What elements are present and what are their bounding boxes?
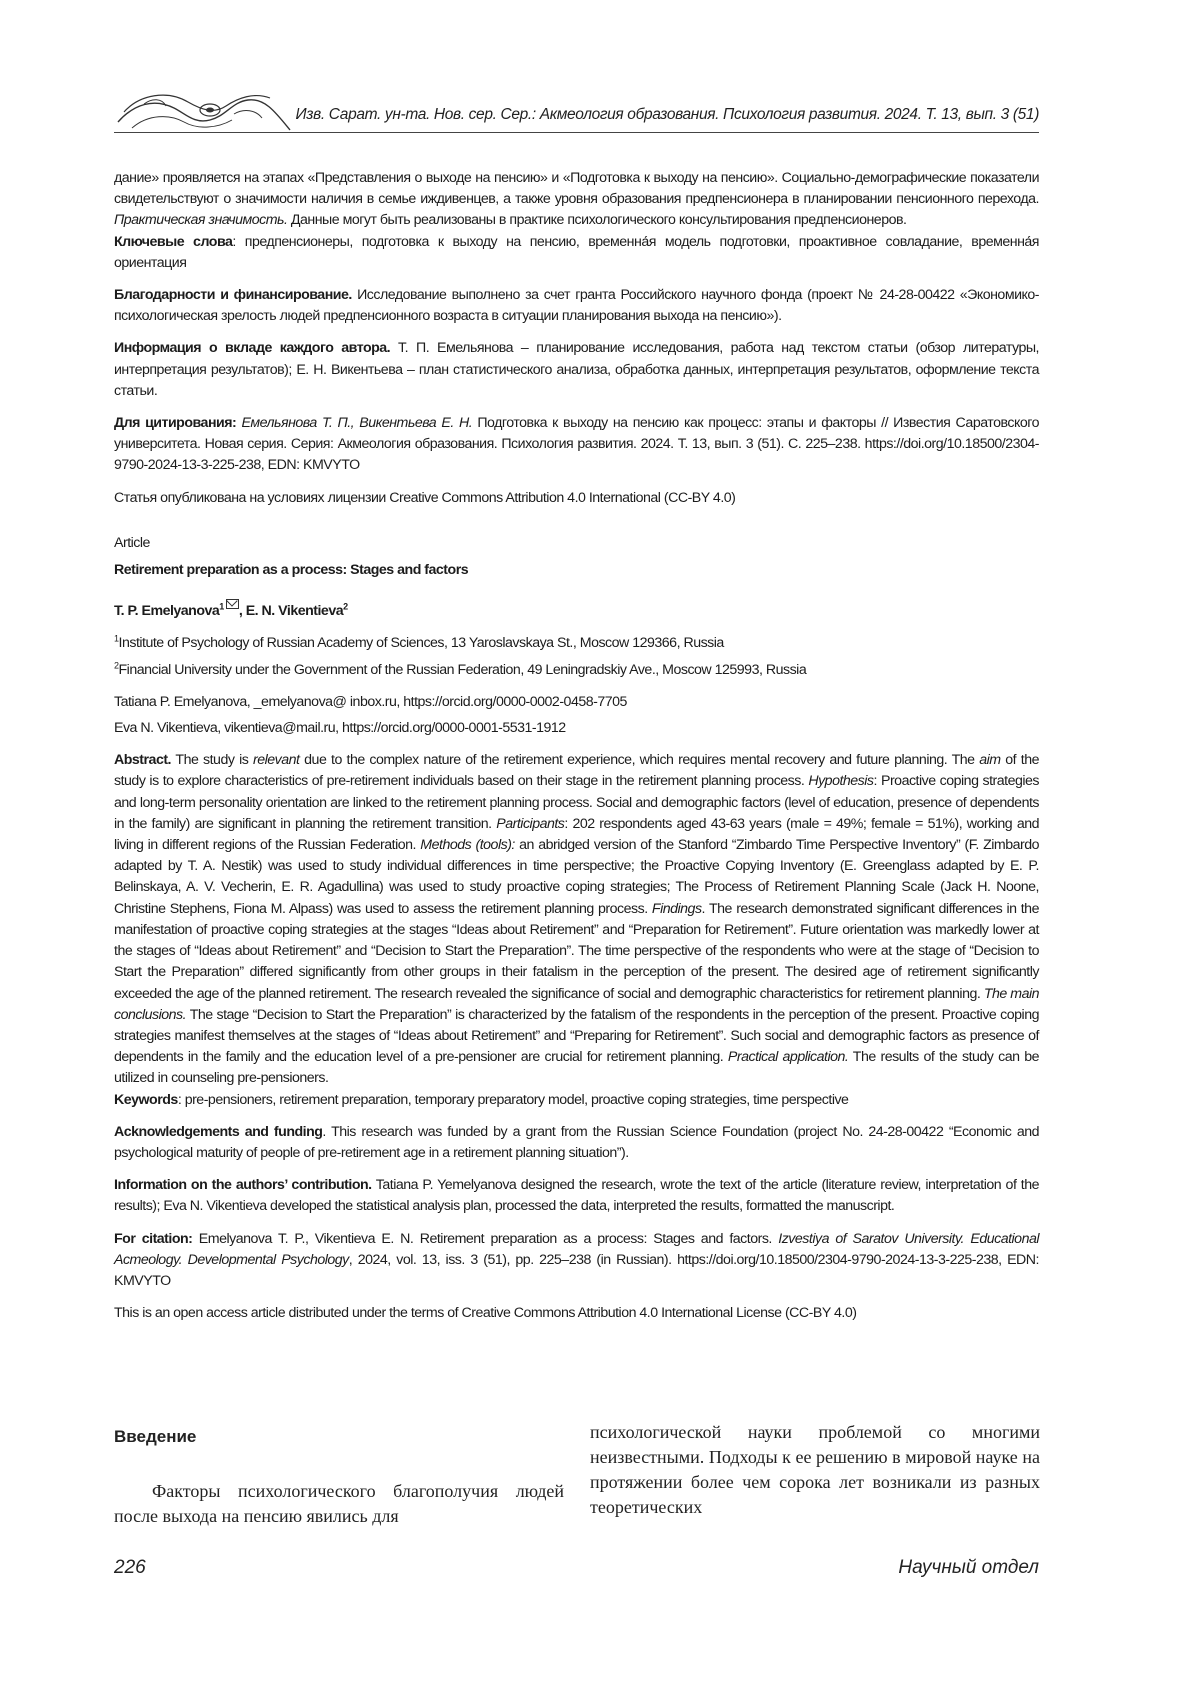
en-abstract-part: . The research demonstrated significant differences in the manifestation of proactive coping strategies at the stages “Ideas about Retirement” and “Preparation for Retirement”. Future orientation was markedly lower at the stages of “Ideas about Retirement” and “Decision to Start the Preparation”. The time perspective of the respondents who were at the stage of “Decision to Start the Preparation” differed significantly from other groups in their fatalism in the perception of the present. The desired age of retirement significantly exceeded the age of the planned retirement. The research revealed the significance of social and demographic characteristics for retirement planning. xyxy=(114,900,1039,1002)
intro-left-column xyxy=(114,1427,564,1529)
en-citation xyxy=(114,1229,1039,1293)
journal-ornament-icon xyxy=(114,84,294,134)
en-funding-label: Acknowledgements and funding xyxy=(114,1123,323,1140)
en-abstract-participants: Participants xyxy=(496,815,565,832)
ru-practical-label: Практическая значимость. xyxy=(114,212,288,229)
ru-citation-authors: Емельянова Т. П., Викентьева Е. Н. xyxy=(241,415,473,432)
en-abstract-methods: Methods (tools): xyxy=(420,837,515,854)
ru-abstract-text-a: дание» проявляется на этапах «Представления о выходе на пенсию» и «Подготовка к выходу на пенсию». Социально-демографические показатели свидетельствуют о значимости наличия в семье иждивенцев, а также уровня образования предпенсионера в планировании пенсионного перехода. xyxy=(114,170,1039,208)
ru-funding xyxy=(114,285,1039,327)
author-1-sup: 1 xyxy=(219,601,224,612)
en-abstract-part: The stage “Decision to Start the Preparation” is characterized by the fatalism of the respondents in the perception of the present. Proactive coping strategies manifest themselves at the stages of “Ideas about Retirement” and “Preparing for Retirement”. Such social and demographic factors as presence of dependents in the family and the education level of a pre-pensioner are crucial for retirement planning. xyxy=(114,1006,1039,1066)
author-2-sup: 2 xyxy=(343,601,348,612)
ru-keywords-label: Ключевые слова xyxy=(114,233,233,250)
affiliation-2 xyxy=(114,660,1039,681)
en-abstract-part: : 202 respondents aged 43-63 years (male = 49%; female = 51%), working and living in different regions of the Russian Federation. xyxy=(114,815,1039,854)
affiliation-1-sup: 1 xyxy=(114,633,119,644)
intro-right-column xyxy=(590,1420,1040,1520)
en-citation-text-1: Emelyanova T. P., Vikentieva E. N. Retirement preparation as a process: Stages and factors. xyxy=(198,1230,772,1247)
affiliation-2-sup: 2 xyxy=(114,659,119,670)
article-title-en: Retirement preparation as a process: Stages and factors xyxy=(114,562,469,579)
introduction-columns xyxy=(114,1422,1040,1540)
affiliation-2-text: Financial University under the Government of the Russian Federation, 49 Leningradskiy Ave., Moscow 125993, Russia xyxy=(118,661,807,678)
en-funding xyxy=(114,1122,1039,1164)
author-contact-2: Eva N. Vikentieva, vikentieva@mail.ru, https://orcid.org/0000-0001-5531-1912 xyxy=(114,720,566,737)
en-contribution-text: Tatiana P. Yemelyanova designed the research, wrote the text of the article (literature review, interpretation of the results); Eva N. Vikentieva developed the statistical analysis plan, processed the data, interpreted the results, formatted the manuscript. xyxy=(114,1177,1040,1215)
header-rule xyxy=(114,132,1039,133)
ru-citation-text: Подготовка к выходу на пенсию как процесс: этапы и факторы // Известия Саратовского университета. Новая серия. Серия: Акмеология образования. Психология развития. 2024. Т. 13, вып. 3 (51). С. 225–238. https://doi.org/10.18500/2304-9790-2024-13-3-225-238, EDN: KMVYTO xyxy=(114,415,1039,474)
en-abstract-conclusions: The main conclusions. xyxy=(114,985,1040,1023)
intro-heading: Введение xyxy=(114,1427,197,1446)
en-abstract-label: Abstract. xyxy=(114,752,171,769)
ru-keywords-text: : предпенсионеры, подготовка к выходу на пенсию, временна́я модель подготовки, проактивное совладание, временна́я ориентация xyxy=(114,233,1039,271)
ru-contribution xyxy=(114,338,1039,402)
en-keywords-label: Keywords xyxy=(114,1091,178,1108)
en-abstract-part: The results of the study can be utilized in counseling pre-pensioners. xyxy=(114,1049,1039,1087)
en-abstract-findings: Findings xyxy=(651,900,702,917)
email-envelope-icon xyxy=(226,599,239,609)
journal-title: Изв. Сарат. ун-та. Нов. сер. Сер.: Акмеология образования. Психология развития. 2024. Т. 13, вып. 3 (51) xyxy=(295,106,1039,123)
en-abstract-aim: aim xyxy=(979,752,1001,769)
ru-citation xyxy=(114,413,1039,477)
author-separator: , E. N. Vikentieva xyxy=(238,603,344,620)
en-keywords-text: : pre-pensioners, retirement preparation, temporary preparatory model, proactive coping strategies, time perspective xyxy=(177,1091,849,1108)
en-abstract xyxy=(114,750,1039,1089)
ru-abstract-continuation xyxy=(114,168,1039,232)
en-keywords xyxy=(114,1090,1039,1111)
authors-line xyxy=(114,599,1039,622)
ru-license: Статья опубликована на условиях лицензии Creative Commons Attribution 4.0 International (CC-BY 4.0) xyxy=(114,489,736,506)
intro-left-text: Факторы психологического благополучия людей после выхода на пенсию явились для xyxy=(114,1481,564,1526)
en-license: This is an open access article distributed under the terms of Creative Commons Attribution 4.0 International License (CC-BY 4.0) xyxy=(114,1305,857,1322)
en-citation-label: For citation: xyxy=(114,1230,193,1247)
en-abstract-relevant: relevant xyxy=(253,752,300,769)
page-number: 226 xyxy=(114,1557,146,1578)
affiliation-1-text: Institute of Psychology of Russian Academy of Sciences, 13 Yaroslavskaya St., Moscow 129366, Russia xyxy=(118,635,724,652)
en-abstract-part: due to the complex nature of the retirement experience, which requires mental recovery and future planning. The xyxy=(304,752,975,769)
ru-funding-label: Благодарности и финансирование. xyxy=(114,287,352,304)
ru-abstract-text-b: Данные могут быть реализованы в практике психологического консультирования предпенсионеров. xyxy=(290,212,907,229)
en-abstract-practical: Practical application. xyxy=(727,1049,849,1066)
ru-citation-label: Для цитирования: xyxy=(114,415,237,432)
section-name: Научный отдел xyxy=(898,1557,1039,1578)
en-abstract-part: : Proactive coping strategies and long-term personality orientation are linked to the retirement planning process. Social and demographic factors (level of education, presence of dependents in the family) are significant in planning the retirement transition. xyxy=(114,773,1039,832)
en-abstract-hypothesis: Hypothesis xyxy=(808,773,874,790)
en-contribution xyxy=(114,1175,1039,1217)
en-contribution-label: Information on the authors’ contribution. xyxy=(114,1177,372,1194)
ru-keywords xyxy=(114,232,1039,274)
author-1: T. P. Emelyanova xyxy=(114,603,220,620)
en-abstract-part: an abridged version of the Stanford “Zimbardo Time Perspective Inventory” (F. Zimbardo adapted by T. A. Nestik) was used to study individual differences in time perspective; the Proactive Copying Inventory (E. Greenglass adapted by E. P. Belinskaya, A. V. Vecherin, E. R. Agadullina) was used to study proactive coping strategies; The Process of Retirement Planning Scale (Jack H. Noone, Christine Stephens, Fiona M. Alpass) was used to assess the retirement planning process. xyxy=(114,837,1039,917)
ru-contribution-text: Т. П. Емельянова – планирование исследования, работа над текстом статьи (обзор литературы, интерпретация результатов); Е. Н. Викентьева – план статистического анализа, обработка данных, интерпретация результатов, оформление текста статьи. xyxy=(114,340,1039,399)
article-front-matter xyxy=(114,168,1039,1324)
ru-funding-text: Исследование выполнено за счет гранта Российского научного фонда (проект № 24-28-00422 «Экономико-психологическая зрелость людей предпенсионного возраста в ситуации планирования выхода на пенсию»). xyxy=(114,287,1039,325)
en-abstract-part: of the study is to explore characteristics of pre-retirement individuals based on their stage in the retirement planning process. xyxy=(114,752,1039,790)
article-type-label: Article xyxy=(114,534,150,551)
author-contact-1: Tatiana P. Emelyanova, _emelyanova@ inbox.ru, https://orcid.org/0000-0002-0458-7705 xyxy=(114,693,627,710)
en-abstract-part: The study is xyxy=(175,752,249,769)
affiliation-1 xyxy=(114,633,1039,654)
running-header xyxy=(114,84,1039,140)
en-funding-text: . This research was funded by a grant from the Russian Science Foundation (project No. 24-28-00422 “Economic and psychological maturity of people of pre-retirement age in a retirement planning situation”). xyxy=(114,1123,1039,1161)
ru-contribution-label: Информация о вкладе каждого автора. xyxy=(114,340,391,357)
en-citation-text-2: , 2024, vol. 13, iss. 3 (51), pp. 225–238 (in Russian). https://doi.org/10.18500/2304-9790-2024-13-3-225-238, EDN: KMVYTO xyxy=(114,1251,1039,1289)
intro-right-text: психологической науки проблемой со многими неизвестными. Подходы к ее решению в мировой науке на протяжении более чем сорока лет возникали из разных теоретических xyxy=(590,1422,1040,1517)
en-citation-journal: Izvestiya of Saratov University. Educational Acmeology. Developmental Psychology xyxy=(114,1230,1040,1268)
